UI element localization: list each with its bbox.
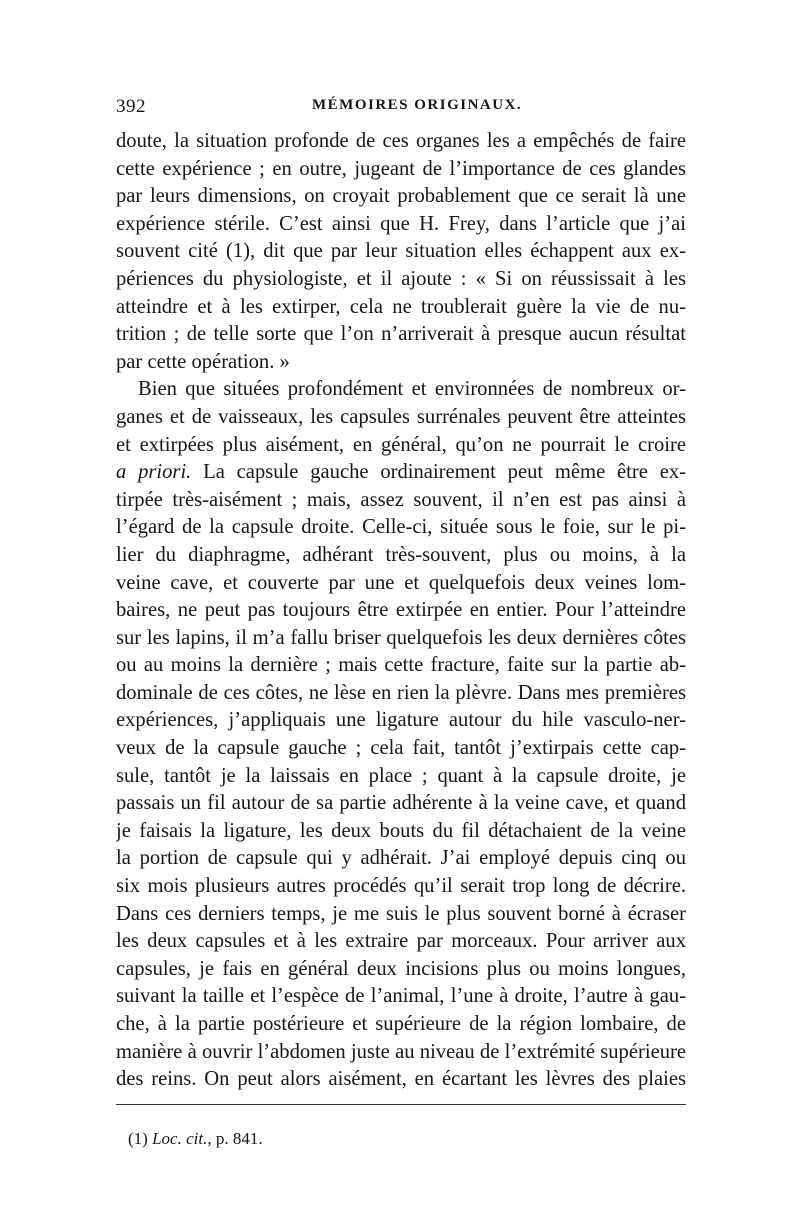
paragraph-start-line: Bien que situées profondément et environnées de nombreux or- xyxy=(138,378,686,401)
text-line: baires, ne peut pas toujours être extirpée en entier. Pour l’atteindre xyxy=(116,599,686,622)
text-line: che, à la partie postérieure et supérieure de la région lombaire, de xyxy=(116,1013,686,1035)
footnote-reference: Loc. cit. xyxy=(152,1129,208,1148)
text-line: cette expérience ; en outre, jugeant de l’importance de ces glandes xyxy=(116,157,686,180)
text-line: veux de la capsule gauche ; cela fait, tantôt j’extirpais cette cap- xyxy=(116,737,686,760)
text-line: lier du diaphragme, adhérant très-souvent, plus ou moins, à la xyxy=(116,543,686,566)
text-line: capsules, je fais en général deux incisions plus ou moins longues, xyxy=(116,957,686,980)
text-line: passais un fil autour de sa partie adhérente à la veine cave, et quand xyxy=(116,792,686,815)
text-line: a priori. La capsule gauche ordinairement peut même être ex- xyxy=(116,461,686,484)
text-line: par leurs dimensions, on croyait probablement que ce serait là une xyxy=(116,185,686,208)
footnote xyxy=(128,1129,263,1149)
text-line: tirpée très-aisément ; mais, assez souvent, il n’en est pas ainsi à xyxy=(116,488,686,511)
text-line: veine cave, et couverte par une et quelquefois deux veines lom- xyxy=(116,571,686,594)
text-line: suivant la taille et l’espèce de l’animal, l’une à droite, l’autre à gau- xyxy=(116,985,686,1008)
text-line: Dans ces derniers temps, je me suis le plus souvent borné à écraser xyxy=(116,902,686,925)
text-line: des reins. On peut alors aisément, en écartant les lèvres des plaies xyxy=(116,1068,686,1091)
text-line: atteindre et à les extirper, cela ne troublerait guère la vie de nu- xyxy=(116,295,686,318)
text-line: et extirpées plus aisément, en général, qu’on ne pourrait le croire xyxy=(116,433,686,456)
text-line: les deux capsules et à les extraire par morceaux. Pour arriver aux xyxy=(116,930,686,953)
text-line: manière à ouvrir l’abdomen juste au niveau de l’extrémité supérieure xyxy=(116,1040,686,1063)
body-text xyxy=(116,128,686,1094)
text-line: par cette opération. » xyxy=(116,350,290,373)
text-line: je faisais la ligature, les deux bouts du fil détachaient de la veine xyxy=(116,819,686,842)
text-line: périences du physiologiste, et il ajoute : « Si on réussissait à les xyxy=(116,267,686,290)
footnote-divider xyxy=(116,1104,686,1105)
text-line: dominale de ces côtes, ne lèse en rien la plèvre. Dans mes premières xyxy=(116,681,686,704)
text-line: la portion de capsule qui y adhérait. J’ai employé depuis cinq ou xyxy=(116,847,686,870)
text-line: trition ; de telle sorte que l’on n’arriverait à presque aucun résultat xyxy=(116,323,686,346)
text-line: sule, tantôt je la laissais en place ; quant à la capsule droite, je xyxy=(116,764,686,787)
text-line: expérience stérile. C’est ainsi que H. Frey, dans l’article que j’ai xyxy=(116,212,686,235)
running-head: MÉMOIRES ORIGINAUX. xyxy=(312,97,523,113)
footnote-page: , p. 841. xyxy=(207,1129,263,1148)
italic-phrase: a priori. xyxy=(116,461,192,484)
text-line: expériences, j’appliquais une ligature autour du hile vasculo-ner- xyxy=(116,709,686,732)
page-number: 392 xyxy=(116,96,146,117)
text-line: ou au moins la dernière ; mais cette fracture, faite sur la partie ab- xyxy=(116,654,686,677)
text-line: six mois plusieurs autres procédés qu’il serait trop long de décrire. xyxy=(116,875,686,898)
footnote-marker: (1) xyxy=(128,1129,148,1148)
page-header xyxy=(116,96,686,120)
text-line: doute, la situation profonde de ces organes les a empêchés de faire xyxy=(116,130,686,152)
text-line: ganes et de vaisseaux, les capsules surrénales peuvent être atteintes xyxy=(116,405,686,428)
text-line: souvent cité (1), dit que par leur situation elles échappent aux ex- xyxy=(116,240,686,263)
text-line: l’égard de la capsule droite. Celle-ci, située sous le foie, sur le pi- xyxy=(116,516,686,539)
text-line: sur les lapins, il m’a fallu briser quelquefois les deux dernières côtes xyxy=(116,626,686,649)
